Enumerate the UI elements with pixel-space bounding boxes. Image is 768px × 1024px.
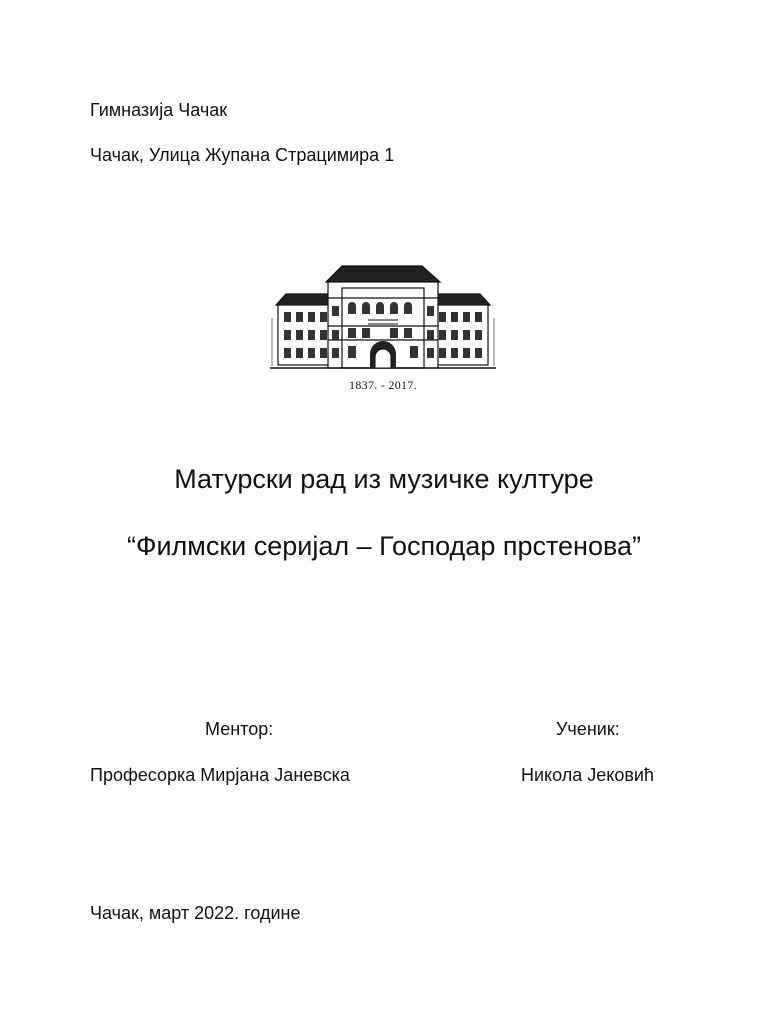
mentor-label: Ментор: (205, 719, 274, 739)
place-and-date: Чачак, март 2022. године (90, 903, 301, 923)
school-address: Чачак, Улица Жупана Страцимира 1 (90, 145, 395, 165)
mentor-name: Професорка Мирјана Јаневска (90, 765, 350, 785)
school-name: Гимназија Чачак (90, 100, 228, 120)
student-name: Никола Јековић (521, 765, 654, 785)
logo-years: 1837. - 2017. (349, 378, 417, 392)
school-logo (268, 258, 498, 400)
thesis-subtitle: “Филмски серијал – Господар прстенова” (126, 531, 642, 561)
thesis-title: Матурски рад из музичке културе (174, 464, 594, 494)
student-label: Ученик: (556, 719, 620, 739)
school-building-icon (268, 258, 498, 376)
